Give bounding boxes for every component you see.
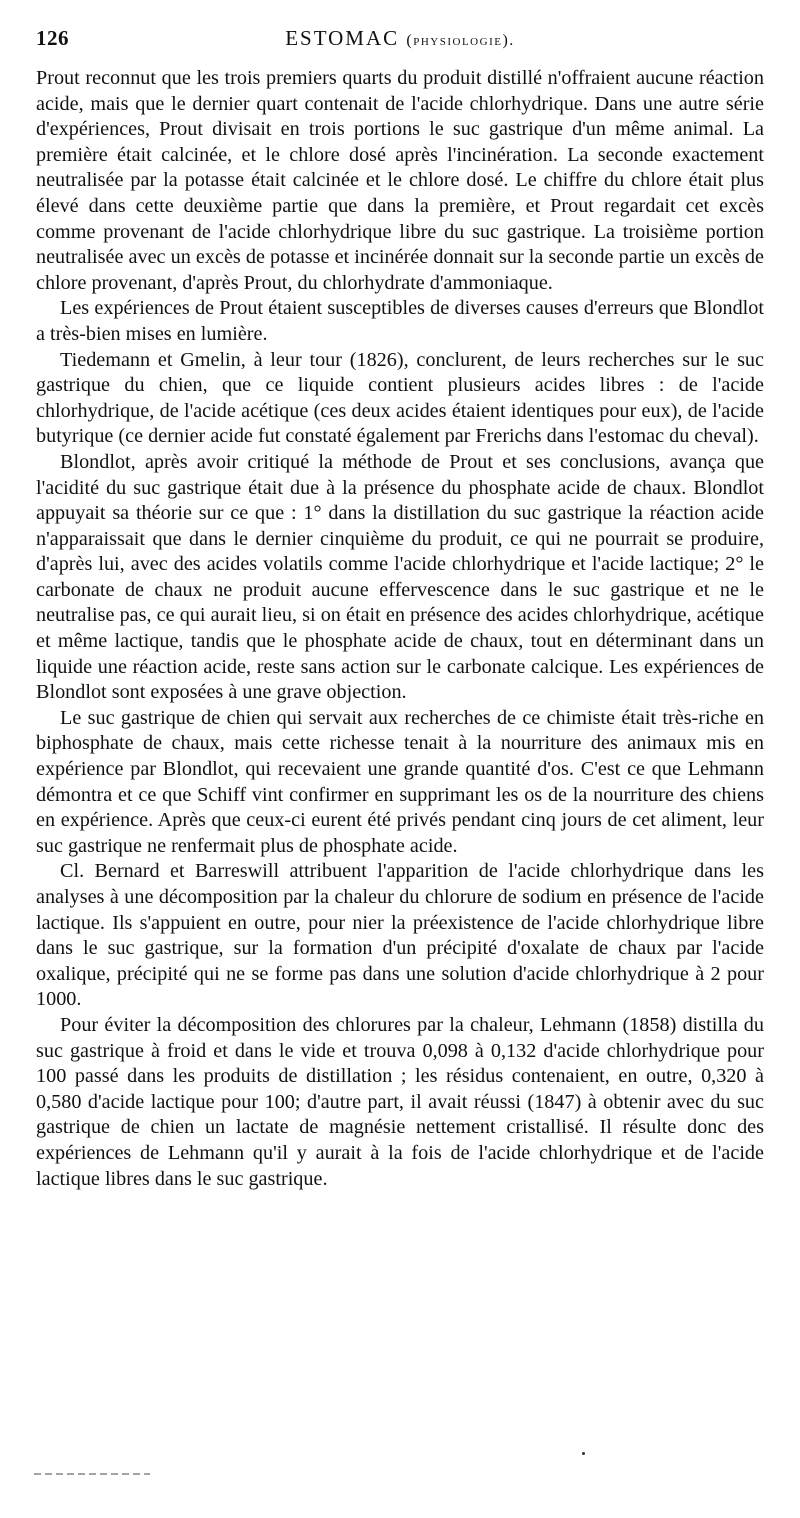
- paragraph-5: Le suc gastrique de chien qui servait aux recherches de ce chimiste était très-riche en biphosphate de chaux, mais cette richesse tenait à la nourriture des animaux mis en expérience par Blondlot, qui recevaient une grande quantité d'os. C'est ce que Lehmann démontra et ce que Schiff vint confirmer en supprimant les os de la nourriture des chiens en expérience. Après que ceux-ci eurent été privés pendant cinq jours de cet aliment, leur suc gastrique ne renfermait plus de phosphate acide.: [36, 706, 764, 857]
- ink-speck: [582, 1452, 585, 1455]
- paragraph-1: Prout reconnut que les trois premiers quarts du produit distillé n'offraient aucune réaction acide, mais que le dernier quart contenait de l'acide chlorhydrique. Dans une autre série d'expériences, Prout divisait en trois portions le suc gastrique d'un même animal. La première était calcinée, et le chlore dosé après l'incinération. La seconde exactement neutralisée par la potasse était calcinée et le chlore dosé. Le chiffre du chlore était plus élevé dans cette deuxième partie que dans la première, et Prout regardait cet excès comme provenant de l'acide chlorhydrique libre du suc gastrique. La troisième portion neutralisée avec un excès de potasse et incinérée donnait sur la seconde partie un excès de chlore provenant, d'après Prout, du chlorhydrate d'ammoniaque.: [36, 67, 764, 294]
- page-number: 126: [36, 26, 69, 50]
- running-header: [36, 26, 764, 60]
- paragraph-4: Blondlot, après avoir critiqué la méthode de Prout et ses conclusions, avança que l'acidité du suc gastrique était due à la présence du phosphate acide de chaux. Blondlot appuyait sa théorie sur ce que : 1° dans la distillation du suc gastrique la réaction acide n'apparaissait que dans le dernier cinquième du produit, ce qui ne pourrait se produire, d'après lui, avec des acides volatils comme l'acide chlorhydrique et l'acide lactique; 2° le carbonate de chaux ne produit aucune effervescence dans le suc gastrique et ne le neutralise pas, ce qui aurait lieu, si on était en présence des acides chlorhydrique, acétique et même lactique, tandis que le phosphate acide de chaux, tout en déterminant dans un liquide une réaction acide, reste sans action sur le carbonate calcique. Les expériences de Blondlot sont exposées à une grave objection.: [36, 450, 764, 704]
- paragraph-7: Pour éviter la décomposition des chlorures par la chaleur, Lehmann (1858) distilla du suc gastrique à froid et dans le vide et trouva 0,098 à 0,132 d'acide chlorhydrique pour 100 passé dans les produits de distillation ; les résidus contenaient, en outre, 0,320 à 0,580 d'acide lactique pour 100; d'autre part, il avait réussi (1847) à obtenir avec du suc gastrique de chien un lactate de magnésie nettement cristallisé. Il résulte donc des expériences de Lehmann qu'il y aurait à la fois de l'acide chlorhydrique et de l'acide lactique libres dans le suc gastrique.: [36, 1013, 764, 1190]
- paragraph-2: Les expériences de Prout étaient susceptibles de diverses causes d'erreurs que Blondlot a très-bien mises en lumière.: [36, 297, 764, 345]
- paragraph-6: Cl. Bernard et Barreswill attribuent l'apparition de l'acide chlorhydrique dans les analyses à une décomposition par la chaleur du chlorure de sodium en présence de l'acide lactique. Ils s'appuient en outre, pour nier la préexistence de l'acide chlorhydrique libre dans le suc gastrique, sur la formation d'un précipité d'oxalate de chaux par l'acide oxalique, précipité qui ne se forme pas dans une solution d'acide chlorhydrique à 2 pour 1000.: [36, 860, 764, 1011]
- running-title-main: ESTOMAC: [285, 26, 400, 50]
- paragraph-3: Tiedemann et Gmelin, à leur tour (1826), conclurent, de leurs recherches sur le suc gastrique du chien, que ce liquide contient plusieurs acides libres : de l'acide chlorhydrique, de l'acide acétique (ces deux acides étaient identiques pour eux), de l'acide butyrique (ce dernier acide fut constaté également par Frerichs dans l'estomac du cheval).: [36, 348, 764, 448]
- running-title: [36, 26, 764, 51]
- running-title-sub: (physiologie).: [406, 32, 515, 49]
- footer-signature-mark: [34, 1473, 150, 1475]
- body-text: [36, 66, 764, 1192]
